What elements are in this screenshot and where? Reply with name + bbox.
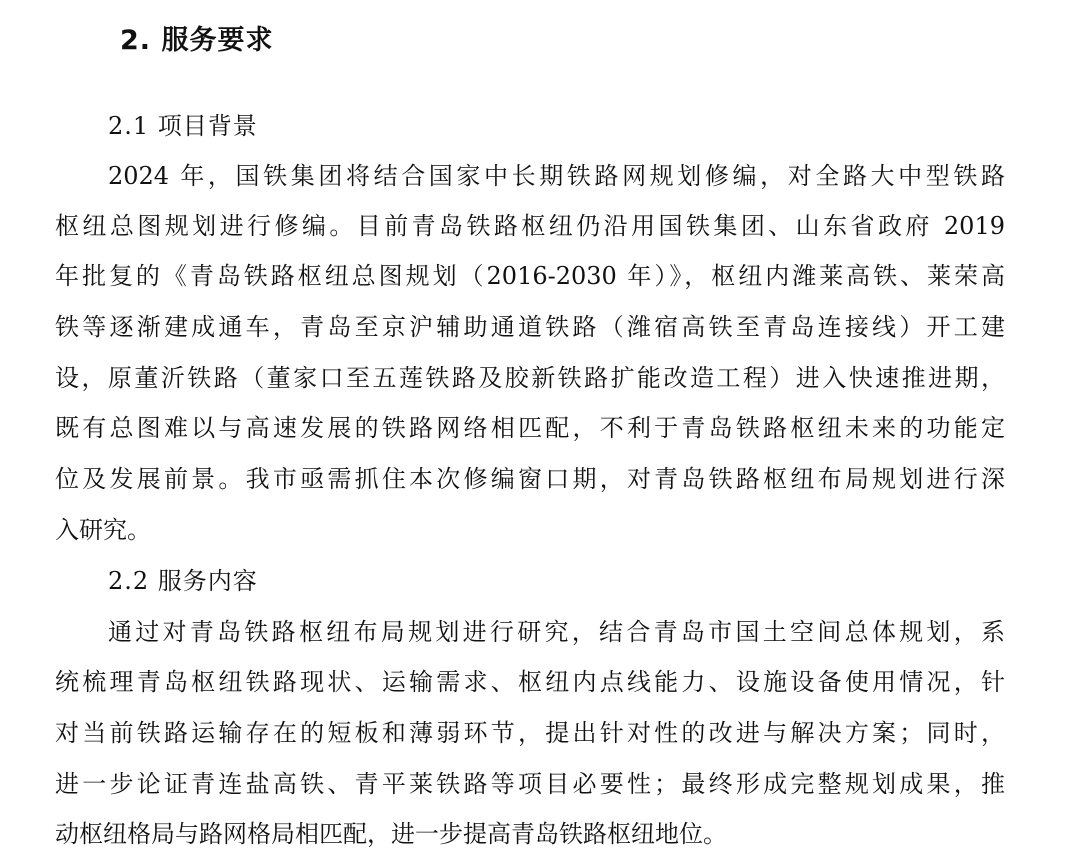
subsection-title-background: 2.1 项目背景 [108, 112, 258, 140]
paragraph-line: 动枢纽格局与路网格局相匹配，进一步提高青岛铁路枢纽地位。 [55, 820, 727, 848]
paragraph-line: 枢纽总图规划进行修编。目前青岛铁路枢纽仍沿用国铁集团、山东省政府 2019 [55, 212, 1005, 240]
paragraph-line: 铁等逐渐建成通车，青岛至京沪辅助通道铁路（潍宿高铁至青岛连接线）开工建 [55, 313, 1005, 341]
paragraph-line: 通过对青岛铁路枢纽布局规划进行研究，结合青岛市国土空间总体规划，系 [108, 618, 1005, 646]
paragraph-line: 位及发展前景。我市亟需抓住本次修编窗口期，对青岛铁路枢纽布局规划进行深 [55, 465, 1005, 493]
section-title: 2. 服务要求 [120, 25, 274, 56]
subsection-title-content: 2.2 服务内容 [108, 567, 258, 595]
paragraph-line: 入研究。 [55, 516, 151, 544]
paragraph-line: 统梳理青岛枢纽铁路现状、运输需求、枢纽内点线能力、设施设备使用情况，针 [55, 668, 1005, 696]
paragraph-line: 既有总图难以与高速发展的铁路网络相匹配，不利于青岛铁路枢纽未来的功能定 [55, 414, 1005, 442]
paragraph-line: 进一步论证青连盐高铁、青平莱铁路等项目必要性；最终形成完整规划成果，推 [55, 770, 1005, 798]
paragraph-line: 2024 年，国铁集团将结合国家中长期铁路网规划修编，对全路大中型铁路 [108, 162, 1005, 190]
paragraph-line: 年批复的《青岛铁路枢纽总图规划（2016-2030 年）》，枢纽内潍莱高铁、莱荣高 [55, 262, 1005, 290]
paragraph-line: 对当前铁路运输存在的短板和薄弱环节，提出针对性的改进与解决方案；同时， [55, 719, 1005, 747]
paragraph-line: 设，原董沂铁路（董家口至五莲铁路及胶新铁路扩能改造工程）进入快速推进期， [55, 364, 1005, 392]
